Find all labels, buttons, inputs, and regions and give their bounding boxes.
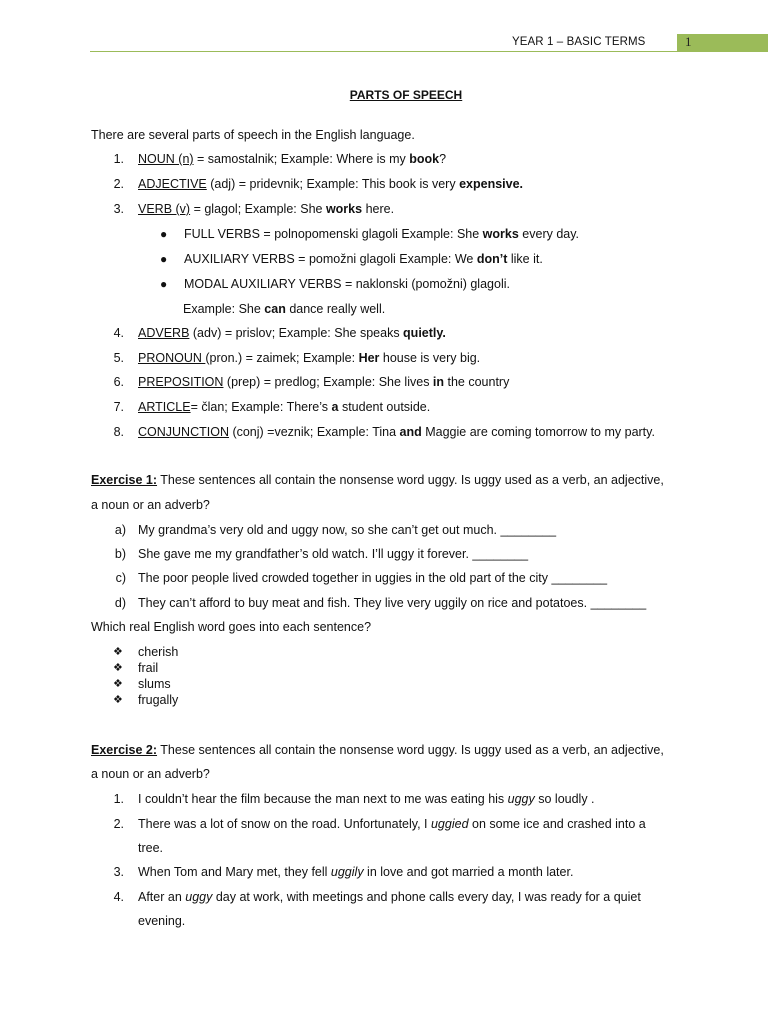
word-option: frugally <box>138 693 179 707</box>
exercise-sentence <box>138 865 573 880</box>
definition-tail: every day. <box>518 227 580 241</box>
sentence-text: on some ice and crashed into a <box>468 817 646 831</box>
sentence-text: so loudly . <box>534 792 595 806</box>
example-word: works <box>482 227 519 241</box>
exercise-sentence: She gave me my grandfather’s old watch. I’ll uggy it forever. ________ <box>138 547 529 561</box>
example-word: quietly. <box>403 326 446 340</box>
list-item <box>184 252 543 267</box>
example-tail: dance really well. <box>285 302 386 316</box>
definition-tail: ? <box>439 152 447 166</box>
example-word: can <box>264 302 286 316</box>
definition: = pomožni glagoli Example: We <box>294 252 477 266</box>
list-item <box>138 375 509 390</box>
list-number: 2. <box>113 817 124 831</box>
term: AUXILIARY VERBS <box>184 252 295 266</box>
definition-tail: Maggie are coming tomorrow to my party. <box>421 425 655 439</box>
example-word: Her <box>358 351 380 365</box>
definition: (conj) =veznik; Example: Tina <box>228 425 400 439</box>
example-text: Example: She <box>183 302 265 316</box>
exercise-sentence <box>138 792 595 807</box>
list-item <box>138 202 394 217</box>
exercise-sentence-cont: tree. <box>138 841 164 855</box>
term: VERB (v) <box>138 202 191 216</box>
page-number: 1 <box>685 34 692 49</box>
definition: (pron.) = zaimek; Example: <box>205 351 359 365</box>
diamond-bullet-icon: ❖ <box>113 662 123 674</box>
exercise-sentence: My grandma’s very old and uggy now, so she can’t get out much. ________ <box>138 523 557 537</box>
term: ADVERB <box>138 326 190 340</box>
exercise-sentence: They can’t afford to buy meat and fish. They live very uggily on rice and potatoes. ________ <box>138 596 647 610</box>
example-word: in <box>432 375 445 389</box>
exercise-label: Exercise 1: <box>91 473 158 487</box>
list-number: b) <box>114 547 126 561</box>
exercise-instructions: These sentences all contain the nonsense word uggy. Is uggy used as a verb, an adjective, <box>157 743 664 757</box>
exercise-question: Which real English word goes into each sentence? <box>91 620 372 634</box>
page-title: PARTS OF SPEECH <box>349 88 463 102</box>
list-item <box>138 351 480 366</box>
example-word: book <box>409 152 440 166</box>
exercise-2-prompt-cont: a noun or an adverb? <box>91 767 210 781</box>
definition-tail: here. <box>362 202 395 216</box>
term: PRONOUN <box>138 351 206 365</box>
example-word: expensive. <box>459 177 524 191</box>
term: MODAL AUXILIARY VERBS <box>184 277 342 291</box>
term: NOUN (n) <box>138 152 194 166</box>
diamond-bullet-icon: ❖ <box>113 646 123 658</box>
list-number: 8. <box>113 425 124 439</box>
definition: = samostalnik; Example: Where is my <box>193 152 410 166</box>
list-item <box>138 400 430 415</box>
list-number: 1. <box>113 152 124 166</box>
list-number: 3. <box>113 202 124 216</box>
list-item <box>138 177 523 192</box>
definition: (adv) = prislov; Example: She speaks <box>189 326 404 340</box>
definition: (adj) = pridevnik; Example: This book is very <box>206 177 460 191</box>
definition: = naklonski (pomožni) glagoli. <box>341 277 510 291</box>
exercise-1-prompt-cont: a noun or an adverb? <box>91 498 210 512</box>
bullet-icon: ● <box>160 277 168 291</box>
list-item <box>138 425 655 440</box>
exercise-sentence-cont: evening. <box>138 914 186 928</box>
list-number: a) <box>114 523 126 537</box>
sentence-text: day at work, with meetings and phone calls every day, I was ready for a quiet <box>212 890 641 904</box>
sentence-text: There was a lot of snow on the road. Unfortunately, I <box>138 817 431 831</box>
nonsense-word: uggy <box>507 792 535 806</box>
diamond-bullet-icon: ❖ <box>113 678 123 690</box>
example-word: a <box>331 400 339 414</box>
definition: = glagol; Example: She <box>190 202 326 216</box>
word-option: cherish <box>138 645 179 659</box>
sentence-text: I couldn’t hear the film because the man next to me was eating his <box>138 792 508 806</box>
bullet-icon: ● <box>160 252 168 266</box>
bullet-icon: ● <box>160 227 168 241</box>
word-option: slums <box>138 677 171 691</box>
exercise-sentence <box>138 817 646 832</box>
definition: = polnopomenski glagoli Example: She <box>259 227 483 241</box>
exercise-sentence: The poor people lived crowded together in uggies in the old part of the city ________ <box>138 571 608 585</box>
list-number: 4. <box>113 326 124 340</box>
definition: (prep) = predlog; Example: She lives <box>223 375 433 389</box>
nonsense-word: uggy <box>185 890 213 904</box>
list-number: 5. <box>113 351 124 365</box>
definition-tail: the country <box>444 375 510 389</box>
exercise-1-prompt <box>91 473 664 488</box>
exercise-instructions: These sentences all contain the nonsense word uggy. Is uggy used as a verb, an adjective, <box>157 473 664 487</box>
sentence-text: in love and got married a month later. <box>363 865 574 879</box>
list-number: 7. <box>113 400 124 414</box>
list-item <box>138 152 446 167</box>
exercise-2-prompt <box>91 743 664 758</box>
sentence-text: After an <box>138 890 186 904</box>
list-item <box>184 277 510 292</box>
running-header-title: YEAR 1 – BASIC TERMS <box>512 36 646 48</box>
header-rule <box>90 51 677 52</box>
modal-example <box>183 302 385 317</box>
list-item <box>184 227 579 242</box>
diamond-bullet-icon: ❖ <box>113 694 123 706</box>
example-word: and <box>399 425 422 439</box>
term: ARTICLE <box>138 400 191 414</box>
exercise-sentence <box>138 890 641 905</box>
term: PREPOSITION <box>138 375 224 389</box>
nonsense-word: uggily <box>330 865 364 879</box>
definition-tail: house is very big. <box>379 351 481 365</box>
sentence-text: When Tom and Mary met, they fell <box>138 865 331 879</box>
list-number: c) <box>115 571 126 585</box>
term: ADJECTIVE <box>138 177 207 191</box>
list-number: 6. <box>113 375 124 389</box>
example-word: works <box>325 202 363 216</box>
term: CONJUNCTION <box>138 425 229 439</box>
intro-text: There are several parts of speech in the English language. <box>91 128 415 142</box>
word-option: frail <box>138 661 159 675</box>
list-number: 3. <box>113 865 124 879</box>
nonsense-word: uggied <box>430 817 469 831</box>
definition-tail: student outside. <box>338 400 431 414</box>
list-number: d) <box>114 596 126 610</box>
list-number: 2. <box>113 177 124 191</box>
list-number: 1. <box>113 792 124 806</box>
definition-tail: like it. <box>507 252 543 266</box>
exercise-label: Exercise 2: <box>91 743 158 757</box>
example-word: don’t <box>476 252 508 266</box>
list-item <box>138 326 446 341</box>
list-number: 4. <box>113 890 124 904</box>
term: FULL VERBS <box>184 227 260 241</box>
definition: = član; Example: There’s <box>190 400 332 414</box>
